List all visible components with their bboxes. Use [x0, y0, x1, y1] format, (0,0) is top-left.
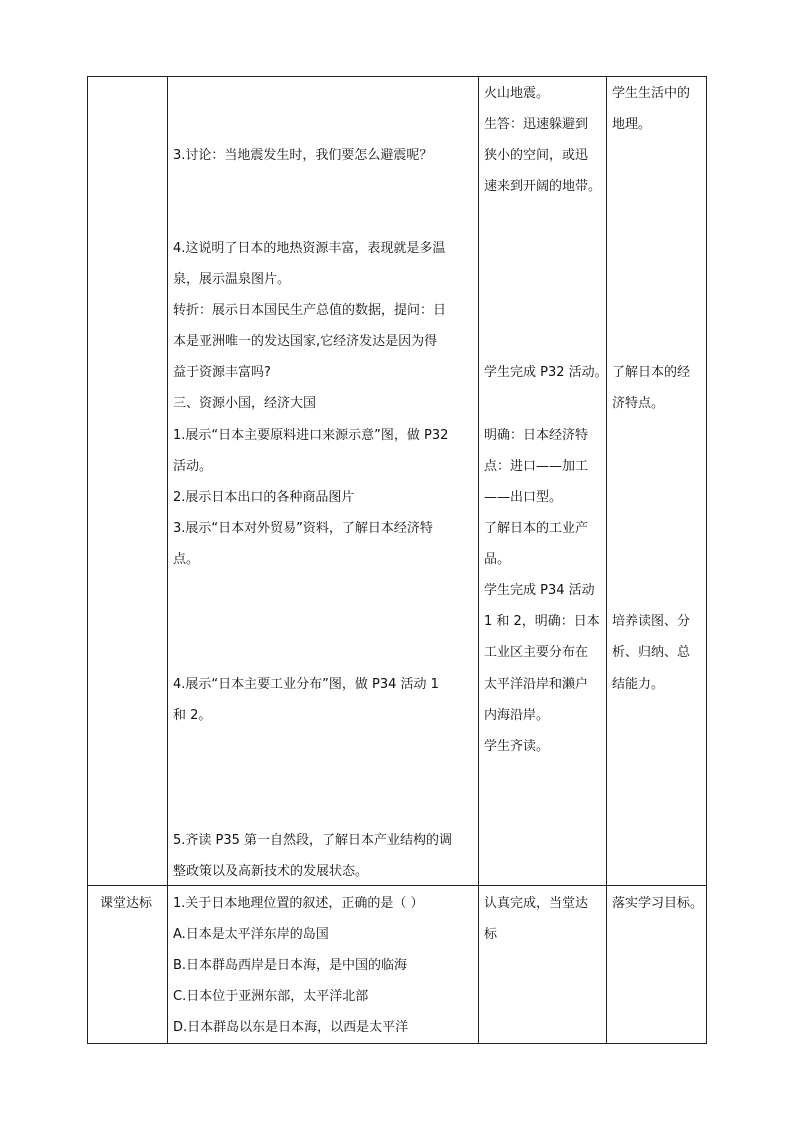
- transition-line-2: 本是亚洲唯一的发达国家,它经济发达是因为得: [173, 334, 438, 349]
- industry-products-line-1: 了解日本的工业产: [484, 521, 589, 536]
- item4-line-2: 和 2。: [173, 708, 212, 723]
- economy-clarify-line-3: ——出口型。: [484, 490, 563, 505]
- transition-line-1: 转折：展示日本国民生产总值的数据，提问：日: [173, 303, 447, 318]
- table-top-border: [87, 76, 707, 77]
- intent-1-line-2: 地理。: [612, 117, 652, 132]
- row-divider: [87, 885, 707, 886]
- item5-line-1: 5.齐读 P35 第一自然段，了解日本产业结构的调: [173, 833, 453, 848]
- student-answer-2-line-3: 速来到开阔的地带。: [484, 179, 602, 194]
- section-heading: 三、资源小国，经济大国: [173, 396, 317, 411]
- student-activity-p32: 学生完成 P32 活动。: [484, 365, 608, 380]
- student-answer-2-line-2: 狭小的空间，或迅: [484, 148, 589, 163]
- item3-line-1: 3.展示“日本对外贸易”资料，了解日本经济特: [173, 521, 433, 536]
- table-right-border: [706, 76, 707, 1044]
- item4-line-1: 4.展示“日本主要工业分布”图，做 P34 活动 1: [173, 677, 439, 692]
- p34-activity-line-5: 内海沿岸。: [484, 708, 550, 723]
- quiz-option-c: C.日本位于亚洲东部，太平洋北部: [173, 989, 369, 1004]
- intent-3-line-2: 析、归纳、总: [612, 645, 691, 660]
- item5-line-2: 整政策以及高新技术的发展状态。: [173, 864, 369, 879]
- table-left-border: [87, 76, 88, 1044]
- transition-line-3: 益于资源丰富吗?: [173, 365, 271, 380]
- item3-line-2: 点。: [173, 552, 200, 567]
- discussion-question: 3.讨论：当地震发生时，我们要怎么避震呢？: [173, 148, 433, 163]
- economy-clarify-line-2: 点：进口——加工: [484, 459, 589, 474]
- quiz-question: 1.关于日本地理位置的叙述，正确的是（ ）: [173, 896, 424, 911]
- geothermal-line-2: 泉，展示温泉图片。: [173, 272, 291, 287]
- intent-3-line-3: 结能力。: [612, 677, 665, 692]
- column-divider-2: [478, 76, 479, 1044]
- row-label-classroom-assessment: 课堂达标: [100, 896, 153, 911]
- item1-line-2: 活动。: [173, 459, 213, 474]
- item1-line-1: 1.展示“日本主要原料进口来源示意”图，做 P32: [173, 428, 449, 443]
- p34-activity-line-1: 学生完成 P34 活动: [484, 583, 595, 598]
- p34-activity-line-4: 太平洋沿岸和濑户: [484, 677, 589, 692]
- intent-2-line-1: 了解日本的经: [612, 365, 691, 380]
- p34-activity-line-3: 工业区主要分布在: [484, 645, 589, 660]
- assessment-activity-line-2: 标: [484, 927, 498, 942]
- economy-clarify-line-1: 明确：日本经济特: [484, 428, 589, 443]
- students-read-aloud: 学生齐读。: [484, 739, 550, 754]
- quiz-option-d: D.日本群岛以东是日本海，以西是太平洋: [173, 1020, 409, 1035]
- intent-2-line-2: 济特点。: [612, 396, 665, 411]
- intent-3-line-1: 培养读图、分: [612, 614, 691, 629]
- quiz-option-a: A.日本是太平洋东岸的岛国: [173, 927, 329, 942]
- p34-activity-line-2: 1 和 2，明确：日本: [484, 614, 600, 629]
- column-divider-1: [167, 76, 168, 1044]
- column-divider-3: [606, 76, 607, 1044]
- quiz-option-b: B.日本群岛西岸是日本海，是中国的临海: [173, 958, 408, 973]
- geothermal-line-1: 4.这说明了日本的地热资源丰富，表现就是多温: [173, 241, 446, 256]
- student-answer-1: 火山地震。: [484, 86, 550, 101]
- assessment-activity-line-1: 认真完成，当堂达: [484, 896, 589, 911]
- table-bottom-border: [87, 1043, 707, 1044]
- assessment-goal: 落实学习目标。: [612, 896, 704, 911]
- industry-products-line-2: 品。: [484, 552, 511, 567]
- intent-1-line-1: 学生生活中的: [612, 86, 691, 101]
- student-answer-2-line-1: 生答：迅速躲避到: [484, 117, 589, 132]
- item2-line: 2.展示日本出口的各种商品图片: [173, 490, 355, 505]
